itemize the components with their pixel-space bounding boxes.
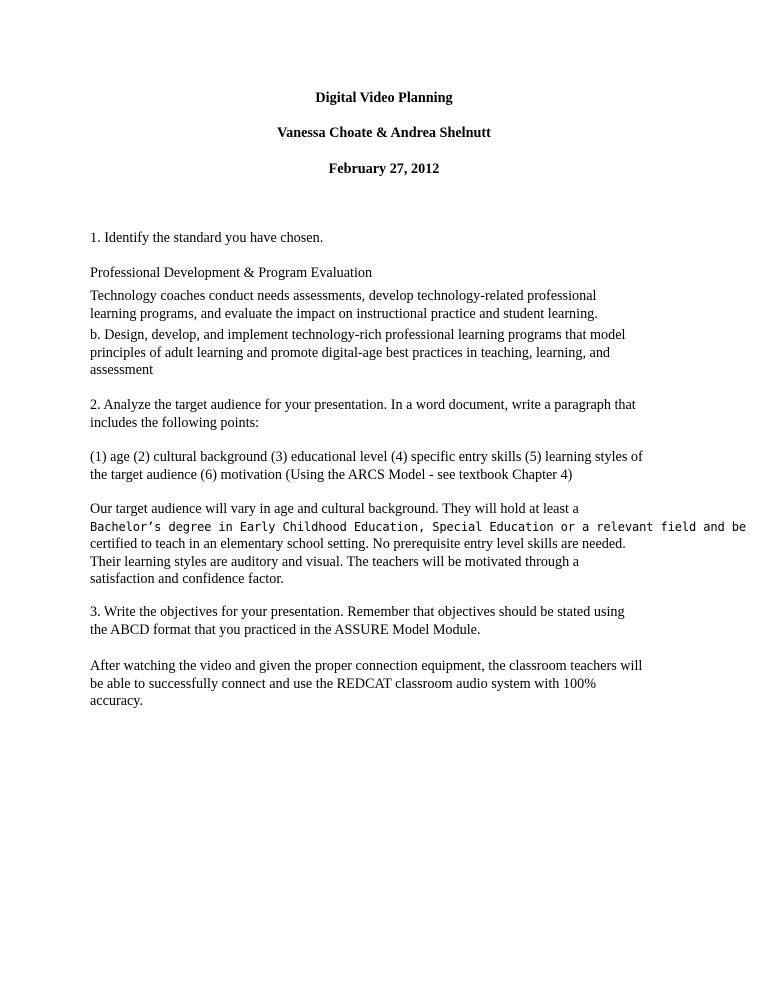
- standard-item-b: [90, 327, 700, 380]
- audience-answer-line: Their learning styles are auditory and visual. The teachers will be motivated through a: [90, 553, 580, 570]
- standard-description-line: Technology coaches conduct needs assessments, develop technology-related professional: [90, 288, 597, 304]
- audience-points-line: (1) age (2) cultural background (3) educational level (4) specific entry skills (5) learning styles of: [90, 449, 643, 465]
- question-3-line: 3. Write the objectives for your presentation. Remember that objectives should be stated using: [90, 604, 625, 620]
- standard-item-b-line: principles of adult learning and promote digital-age best practices in teaching, learning, and: [90, 344, 611, 361]
- question-1: [90, 230, 700, 248]
- standard-item-b-line: b. Design, develop, and implement technology-rich professional learning programs that model: [90, 327, 626, 343]
- standard-description-line: learning programs, and evaluate the impact on instructional practice and student learning.: [90, 305, 598, 322]
- standard-item-b-line: assessment: [90, 362, 154, 379]
- objective-answer-line: After watching the video and given the proper connection equipment, the classroom teachers will: [90, 658, 643, 674]
- standard-name-text: Professional Development & Program Evaluation: [90, 265, 373, 281]
- audience-answer: [90, 501, 747, 589]
- audience-answer-line: Our target audience will vary in age and cultural background. They will hold at least a: [90, 501, 579, 517]
- objective-answer: [90, 658, 700, 711]
- question-1-text: 1. Identify the standard you have chosen.: [90, 230, 324, 246]
- standard-name: [90, 265, 700, 283]
- audience-answer-line: satisfaction and confidence factor.: [90, 571, 284, 588]
- audience-points-line: the target audience (6) motivation (Using the ARCS Model - see textbook Chapter 4): [90, 466, 573, 483]
- audience-answer-line: certified to teach in an elementary school setting. No prerequisite entry level skills are needed.: [90, 536, 626, 553]
- audience-answer-line: Bachelor’s degree in Early Childhood Education, Special Education or a relevant field and be: [90, 519, 747, 534]
- question-3-line: the ABCD format that you practiced in the ASSURE Model Module.: [90, 621, 481, 638]
- question-2-line: includes the following points:: [90, 414, 260, 431]
- question-3: [90, 604, 700, 639]
- question-2: [90, 397, 700, 432]
- standard-description: [90, 288, 700, 323]
- document-title: Digital Video Planning: [315, 90, 453, 106]
- objective-answer-line: be able to successfully connect and use the REDCAT classroom audio system with 100%: [90, 675, 597, 692]
- question-2-line: 2. Analyze the target audience for your presentation. In a word document, write a paragraph that: [90, 397, 636, 413]
- document-authors: Vanessa Choate & Andrea Shelnutt: [277, 125, 491, 141]
- objective-answer-line: accuracy.: [90, 693, 144, 710]
- document-date: February 27, 2012: [328, 161, 440, 177]
- audience-points: [90, 449, 700, 484]
